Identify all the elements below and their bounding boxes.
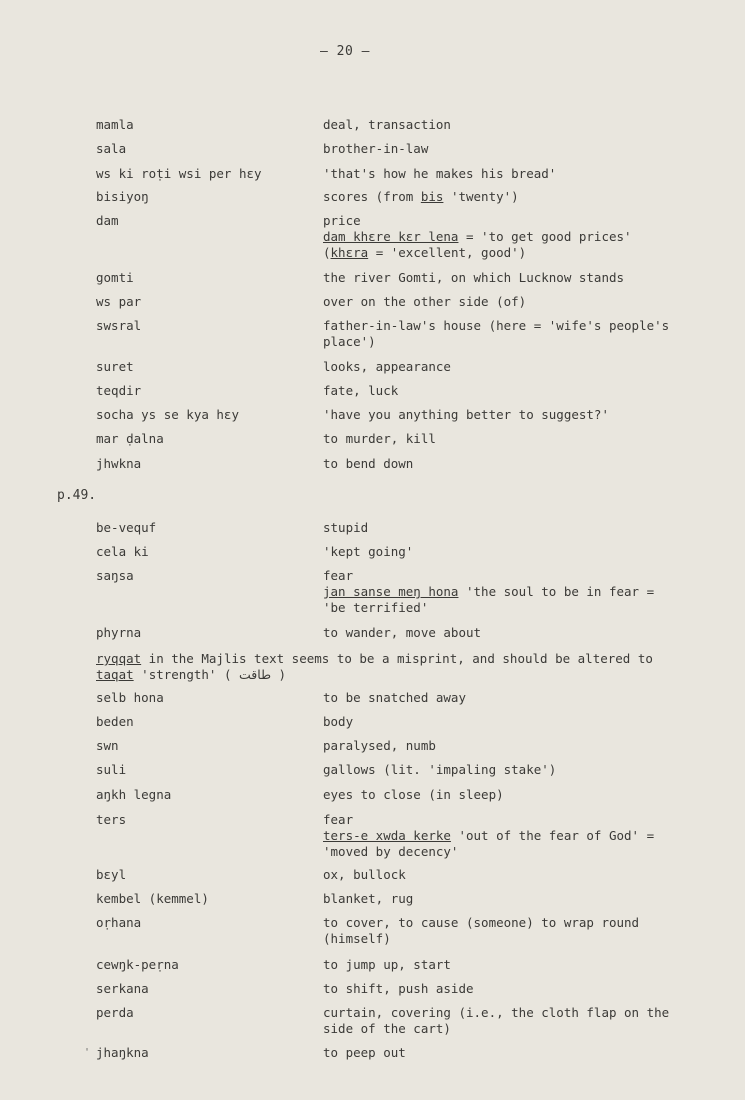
- note-text-3: ): [271, 667, 287, 682]
- entry-gloss: [323, 520, 713, 536]
- entry-gloss: [323, 1005, 713, 1037]
- example-translation: 'be terrified': [323, 600, 429, 615]
- gloss-text: body: [323, 714, 354, 729]
- entry-term: aŋkh legna: [96, 787, 172, 802]
- entry-term: perda: [96, 1005, 134, 1020]
- gloss-text: to wander, move about: [323, 625, 482, 640]
- gloss-text: fear: [323, 568, 354, 583]
- note-text-2: 'strength' (: [133, 667, 232, 682]
- entry-term: jhaŋkna: [96, 1045, 149, 1060]
- entry-gloss: [323, 544, 713, 560]
- entry-term: bisiyoŋ: [96, 189, 149, 204]
- gloss-text: to bend down: [323, 456, 414, 471]
- gloss-text: ox, bullock: [323, 867, 406, 882]
- entry-gloss: [323, 189, 713, 205]
- entry-term: socha ys se kya hεy: [96, 407, 239, 422]
- entry-gloss: [323, 407, 713, 423]
- example-translation: = 'to get good prices': [458, 229, 632, 244]
- entry-term: beden: [96, 714, 134, 729]
- entry-term: swn: [96, 738, 119, 753]
- entry-gloss: [323, 568, 713, 616]
- entry-gloss: [323, 762, 713, 778]
- gloss-text: to peep out: [323, 1045, 406, 1060]
- entry-term: bεyl: [96, 867, 127, 882]
- entry-term: saŋsa: [96, 568, 134, 583]
- gloss-text: over on the other side (of): [323, 294, 527, 309]
- entry-gloss: [323, 981, 713, 997]
- entry-term: ws par: [96, 294, 142, 309]
- entry-term: suli: [96, 762, 127, 777]
- example-translation: 'out of the fear of God' =: [450, 828, 655, 843]
- entry-term: suret: [96, 359, 134, 374]
- entry-gloss: [323, 738, 713, 754]
- entry-gloss: [323, 383, 713, 399]
- entry-term: mar ḍalna: [96, 431, 164, 446]
- gloss-text: looks, appearance: [323, 359, 451, 374]
- gloss-text: 'twenty'): [443, 189, 519, 204]
- gloss-text: to shift, push aside: [323, 981, 474, 996]
- entry-gloss: [323, 318, 713, 350]
- page-number: – 20 –: [320, 44, 370, 59]
- entry-term: phyrna: [96, 625, 142, 640]
- entry-term: dam: [96, 213, 119, 228]
- entry-gloss: [323, 690, 713, 706]
- example-translation: 'the soul to be in fear =: [458, 584, 655, 599]
- note-text-1: in the Majlis text seems to be a misprint, and should be altered to: [141, 651, 653, 666]
- entry-gloss: [323, 117, 713, 133]
- entry-gloss: [323, 625, 713, 641]
- entry-term: kembel (kemmel): [96, 891, 209, 906]
- entry-gloss: [323, 294, 713, 310]
- gloss-text: eyes to close (in sleep): [323, 787, 504, 802]
- entry-term: swsral: [96, 318, 142, 333]
- gloss-text: blanket, rug: [323, 891, 414, 906]
- gloss-text: scores (from: [323, 189, 421, 204]
- entry-gloss: [323, 891, 713, 907]
- entry-gloss: [323, 166, 713, 182]
- entry-term: selb hona: [96, 690, 164, 705]
- gloss-text: paralysed, numb: [323, 738, 436, 753]
- example-translation: 'moved by decency': [323, 844, 459, 859]
- example-translation: (: [323, 245, 331, 260]
- gloss-text: 'that's how he makes his bread': [323, 166, 557, 181]
- entry-term: mamla: [96, 117, 134, 132]
- example-phrase: ters-e xwda kerke: [323, 828, 451, 843]
- entry-gloss: [323, 957, 713, 973]
- margin-tick: ': [84, 1047, 91, 1058]
- gloss-text: father-in-law's house (here = 'wife's people's: [323, 318, 670, 333]
- gloss-text: to jump up, start: [323, 957, 451, 972]
- entry-gloss: [323, 213, 713, 261]
- gloss-text: deal, transaction: [323, 117, 451, 132]
- entry-gloss: [323, 787, 713, 803]
- gloss-text: curtain, covering (i.e., the cloth flap on the: [323, 1005, 670, 1020]
- gloss-text: price: [323, 213, 361, 228]
- gloss-text-continued: place'): [323, 334, 376, 349]
- gloss-text: to be snatched away: [323, 690, 466, 705]
- entry-gloss: [323, 1045, 713, 1061]
- entry-term: cela ki: [96, 544, 149, 559]
- entry-term: be-vequf: [96, 520, 157, 535]
- entry-term: gomti: [96, 270, 134, 285]
- example-translation: = 'excellent, good'): [368, 245, 527, 260]
- gloss-text: to cover, to cause (someone) to wrap round: [323, 915, 640, 930]
- gloss-text: fear: [323, 812, 354, 827]
- example-phrase: jan sanse meŋ hona: [323, 584, 459, 599]
- entry-gloss: [323, 270, 713, 286]
- entry-gloss: [323, 714, 713, 730]
- entry-term: teqdir: [96, 383, 142, 398]
- entry-gloss: [323, 359, 713, 375]
- gloss-text: fate, luck: [323, 383, 399, 398]
- entry-gloss: [323, 456, 713, 472]
- gloss-text: 'kept going': [323, 544, 414, 559]
- entry-gloss: [323, 431, 713, 447]
- entry-term: jhwkna: [96, 456, 142, 471]
- gloss-text: brother-in-law: [323, 141, 429, 156]
- note-word-ryqqat: ryqqat: [96, 651, 142, 666]
- gloss-text: 'have you anything better to suggest?': [323, 407, 609, 422]
- section-marker: p.49.: [57, 488, 97, 503]
- entry-gloss: [323, 915, 713, 947]
- note-arabic-script: طاقت: [239, 667, 272, 682]
- entry-term: cewŋk-peṛna: [96, 957, 179, 972]
- misprint-note: [96, 651, 716, 683]
- note-word-taqat: taqat: [96, 667, 134, 682]
- gloss-text: gallows (lit. 'impaling stake'): [323, 762, 557, 777]
- gloss-text-continued: (himself): [323, 931, 391, 946]
- gloss-text: stupid: [323, 520, 369, 535]
- example-underlined: khεra: [330, 245, 369, 260]
- gloss-text: to murder, kill: [323, 431, 436, 446]
- entry-term: ws ki roṭi wsi per hεy: [96, 166, 262, 181]
- entry-gloss: [323, 141, 713, 157]
- entry-gloss: [323, 812, 713, 860]
- example-phrase: dam khεre kεr lena: [323, 229, 459, 244]
- gloss-underlined: bis: [420, 189, 444, 204]
- entry-gloss: [323, 867, 713, 883]
- gloss-text-continued: side of the cart): [323, 1021, 451, 1036]
- gloss-text: the river Gomti, on which Lucknow stands: [323, 270, 625, 285]
- entry-term: ters: [96, 812, 127, 827]
- entry-term: serkana: [96, 981, 149, 996]
- entry-term: sala: [96, 141, 127, 156]
- entry-term: oṛhana: [96, 915, 142, 930]
